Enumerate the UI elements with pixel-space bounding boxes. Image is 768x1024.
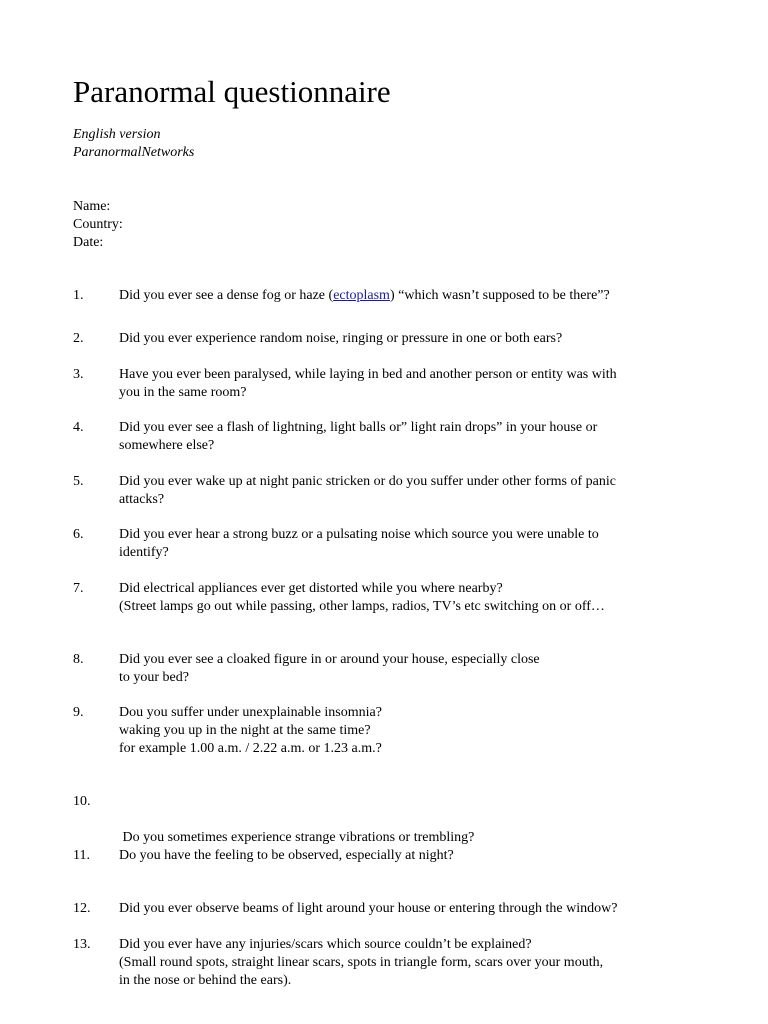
question-text-part: Did you ever see a dense fog or haze ( [119, 288, 334, 303]
question-number: 5. [73, 474, 84, 489]
question-line: Did you ever have any injuries/scars which source couldn’t be explained? [119, 937, 532, 952]
question-line: waking you up in the night at the same time? [119, 723, 371, 738]
question-line: identify? [119, 545, 169, 560]
question-line: Did you ever wake up at night panic stricken or do you suffer under other forms of panic [119, 474, 616, 489]
question-line: somewhere else? [119, 438, 215, 453]
question-number: 2. [73, 331, 84, 346]
page-title: Paranormal questionnaire [73, 74, 391, 109]
question-text [119, 473, 719, 509]
question-number: 10. [73, 794, 91, 809]
question-text [119, 793, 719, 883]
question-line: Have you ever been paralysed, while laying in bed and another person or entity was with [119, 367, 617, 382]
question-text [119, 419, 719, 455]
question-line: in the nose or behind the ears). [119, 973, 292, 988]
question-line: for example 1.00 a.m. / 2.22 a.m. or 1.23 a.m.? [119, 741, 382, 756]
question-text [119, 287, 719, 305]
subtitle-version: English version [73, 127, 161, 142]
question-line: attacks? [119, 492, 165, 507]
question-text-part: ) “which wasn’t supposed to be there”? [389, 288, 610, 303]
question-line: Did you ever see a flash of lightning, light balls or” light rain drops” in your house or [119, 420, 598, 435]
question-line: (Small round spots, straight linear scars, spots in triangle form, scars over your mouth, [119, 955, 604, 970]
question-text [119, 580, 719, 616]
question-line: to your bed? [119, 670, 189, 685]
question-number: 8. [73, 652, 84, 667]
question-line: Did you ever observe beams of light around your house or entering through the window? [119, 901, 618, 916]
question-number: 11. [73, 848, 90, 863]
date-field-label: Date: [73, 235, 104, 250]
question-line: Did you ever hear a strong buzz or a pulsating noise which source you were unable to [119, 527, 599, 542]
question-text [119, 847, 719, 865]
question-number: 4. [73, 420, 84, 435]
ectoplasm-link[interactable]: ectoplasm [333, 288, 390, 303]
question-number: 6. [73, 527, 84, 542]
name-field-label: Name: [73, 199, 111, 214]
question-number: 13. [73, 937, 91, 952]
question-text [119, 900, 719, 918]
question-line: (Street lamps go out while passing, other lamps, radios, TV’s etc switching on or off… [119, 599, 605, 614]
question-line: Did you ever experience random noise, ringing or pressure in one or both ears? [119, 331, 563, 346]
subtitle-organization: ParanormalNetworks [73, 145, 195, 160]
question-text [119, 330, 719, 348]
question-number: 3. [73, 367, 84, 382]
question-line: Did electrical appliances ever get distorted while you where nearby? [119, 581, 503, 596]
question-number: 1. [73, 288, 84, 303]
country-field-label: Country: [73, 217, 123, 232]
question-line: you in the same room? [119, 385, 247, 400]
question-number: 9. [73, 705, 84, 720]
question-line: Did you ever see a cloaked figure in or around your house, especially close [119, 652, 540, 667]
question-number: 12. [73, 901, 91, 916]
question-text [119, 704, 719, 758]
question-line: Do you sometimes experience strange vibrations or trembling? [119, 830, 475, 845]
question-text [119, 366, 719, 402]
question-line: Dou you suffer under unexplainable insomnia? [119, 705, 382, 720]
question-number: 7. [73, 581, 84, 596]
question-line: Do you have the feeling to be observed, especially at night? [119, 848, 454, 863]
question-text [119, 936, 719, 990]
question-text [119, 651, 719, 687]
question-text [119, 526, 719, 562]
